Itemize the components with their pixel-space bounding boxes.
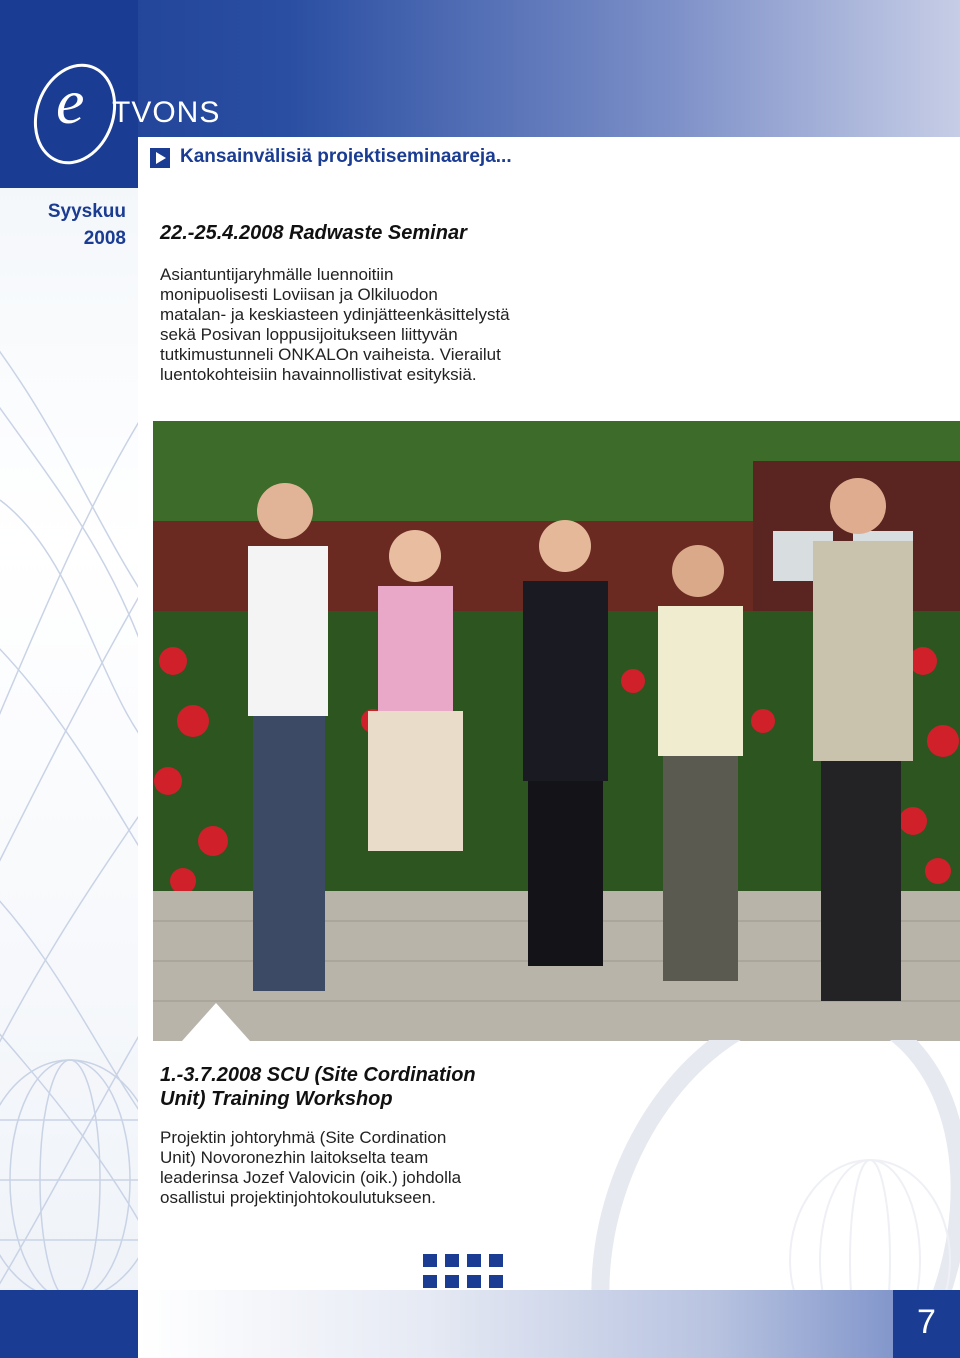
event1-line: tutkimustunneli ONKALOn vaiheista. Vierailut (160, 345, 501, 364)
play-arrow-icon (150, 148, 170, 168)
event2-heading (160, 1063, 476, 1111)
event2-heading-line: Unit) Training Workshop (160, 1088, 393, 1110)
page-number: 7 (917, 1303, 936, 1341)
event2-heading-line: 1.-3.7.2008 SCU (Site Cordination (160, 1064, 476, 1086)
footer-band (138, 1290, 960, 1358)
event1-body (160, 265, 540, 385)
logo-name: TVONS (112, 96, 221, 129)
e-watermark-icon (480, 1040, 960, 1330)
event2-line: Unit) Novoronezhin laitokselta team (160, 1148, 429, 1167)
event2-line: osallistui projektinjohtokoulutukseen. (160, 1188, 436, 1207)
date-label (26, 198, 126, 252)
group-photo-illustration (153, 421, 960, 1041)
decorative-squares (423, 1254, 505, 1290)
event2-line: Projektin johtoryhmä (Site Cordination (160, 1128, 447, 1147)
footer-left-block (0, 1290, 138, 1358)
event1-line: sekä Posivan loppusijoitukseen liittyvän (160, 325, 458, 344)
event1-line: matalan- ja keskiasteen ydinjätteenkäsittelystä (160, 305, 510, 324)
event1-line: Asiantuntijaryhmälle luennoitiin (160, 265, 394, 284)
logo-letter: e (56, 66, 85, 137)
section-title: Kansainvälisiä projektiseminaareja... (180, 146, 512, 167)
date-month: Syyskuu (47, 201, 126, 222)
date-year: 2008 (83, 228, 126, 249)
group-photo (153, 421, 960, 1041)
photo-pointer (182, 1003, 250, 1041)
event1-line: luentokohteisiin havainnollistivat esityksiä. (160, 365, 477, 384)
event2-body (160, 1128, 540, 1208)
event1-heading: 22.-25.4.2008 Radwaste Seminar (160, 222, 467, 244)
event2-line: leaderinsa Jozef Valovicin (oik.) johdolla (160, 1168, 462, 1187)
event1-line: monipuolisesti Loviisan ja Olkiluodon (160, 285, 438, 304)
